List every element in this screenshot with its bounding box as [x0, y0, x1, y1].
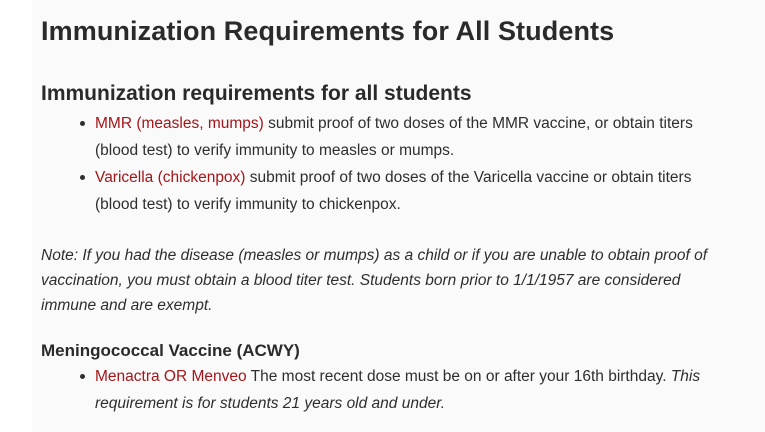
varicella-link[interactable]: Varicella (chickenpox) [95, 169, 246, 186]
list-item-mmr [95, 110, 735, 164]
requirements-list [41, 110, 735, 218]
bullet-icon [80, 374, 85, 379]
mmr-link[interactable]: MMR (measles, mumps) [95, 115, 264, 132]
list-item-menactra [95, 363, 735, 417]
page-title: Immunization Requirements for All Students [41, 16, 615, 46]
meningococcal-heading: Meningococcal Vaccine (ACWY) [41, 341, 300, 360]
list-item-varicella [95, 164, 735, 218]
exemption-note: Note: If you had the disease (measles or mumps) as a child or if you are unable to obtain proof of vaccination, you must obtain a blood titer test. Students born prior to 1/1/1957 are considered immune and are exempt. [41, 247, 708, 314]
bullet-icon [80, 121, 85, 126]
meningococcal-list [41, 363, 735, 417]
menactra-menveo-link[interactable]: Menactra OR Menveo [95, 368, 247, 385]
varicella-description: submit proof of two doses of the Varicella vaccine or obtain titers (blood test) to verify immunity to chickenpox. [95, 169, 692, 213]
mmr-description: submit proof of two doses of the MMR vaccine, or obtain titers (blood test) to verify immunity to measles or mumps. [95, 115, 693, 159]
requirements-heading: Immunization requirements for all students [41, 82, 472, 105]
menactra-description: The most recent dose must be on or after your 16th birthday. [246, 368, 671, 385]
age-requirement-note: This requirement is for students 21 years old and under. [95, 368, 701, 412]
bullet-icon [80, 175, 85, 180]
